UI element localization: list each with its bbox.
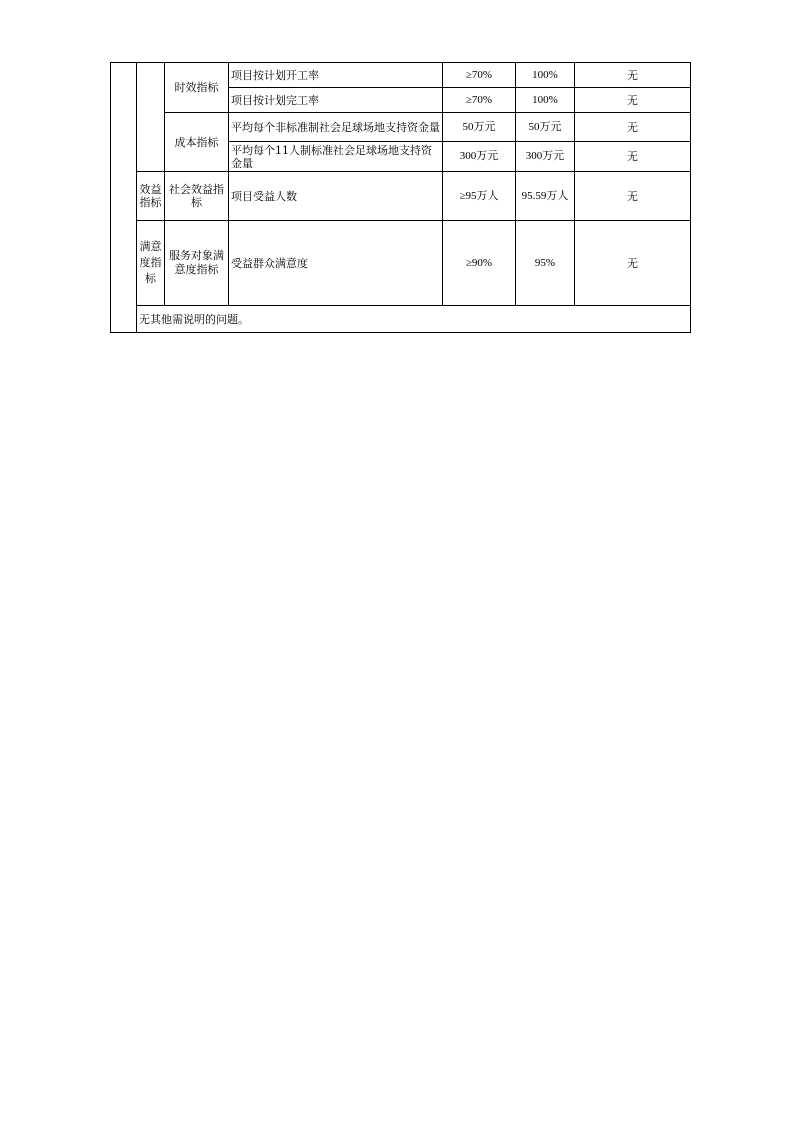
left-category-cell <box>111 63 137 333</box>
indicator-name: 项目受益人数 <box>229 172 443 221</box>
cat1-satisfaction: 满意度指标 <box>137 221 165 306</box>
target-value: 50万元 <box>443 113 516 142</box>
table-row <box>111 63 691 88</box>
note-value: 无 <box>575 142 691 172</box>
output-category-cell <box>137 63 165 172</box>
table-row <box>111 306 691 333</box>
cat2-cost: 成本指标 <box>165 113 229 172</box>
cat2-service-satisfaction: 服务对象满意度指标 <box>165 221 229 306</box>
note-value: 无 <box>575 88 691 113</box>
actual-value: 300万元 <box>516 142 575 172</box>
note-value: 无 <box>575 221 691 306</box>
actual-value: 50万元 <box>516 113 575 142</box>
indicator-name: 平均每个11人制标准社会足球场地支持资金量 <box>229 142 443 172</box>
target-value: ≥90% <box>443 221 516 306</box>
actual-value: 95.59万人 <box>516 172 575 221</box>
note-value: 无 <box>575 113 691 142</box>
indicator-name: 项目按计划完工率 <box>229 88 443 113</box>
table-row <box>111 172 691 221</box>
actual-value: 100% <box>516 88 575 113</box>
target-value: ≥70% <box>443 63 516 88</box>
indicator-name: 受益群众满意度 <box>229 221 443 306</box>
footer-note: 无其他需说明的问题。 <box>137 306 691 333</box>
note-value: 无 <box>575 172 691 221</box>
cat2-timeliness: 时效指标 <box>165 63 229 113</box>
note-value: 无 <box>575 63 691 88</box>
target-value: ≥95万人 <box>443 172 516 221</box>
cat1-benefit: 效益指标 <box>137 172 165 221</box>
table-row <box>111 113 691 142</box>
actual-value: 100% <box>516 63 575 88</box>
cat2-social-benefit: 社会效益指标 <box>165 172 229 221</box>
actual-value: 95% <box>516 221 575 306</box>
target-value: ≥70% <box>443 88 516 113</box>
indicator-name: 项目按计划开工率 <box>229 63 443 88</box>
table-row <box>111 221 691 306</box>
indicator-name: 平均每个非标准制社会足球场地支持资金量 <box>229 113 443 142</box>
performance-indicator-table <box>110 62 691 333</box>
target-value: 300万元 <box>443 142 516 172</box>
